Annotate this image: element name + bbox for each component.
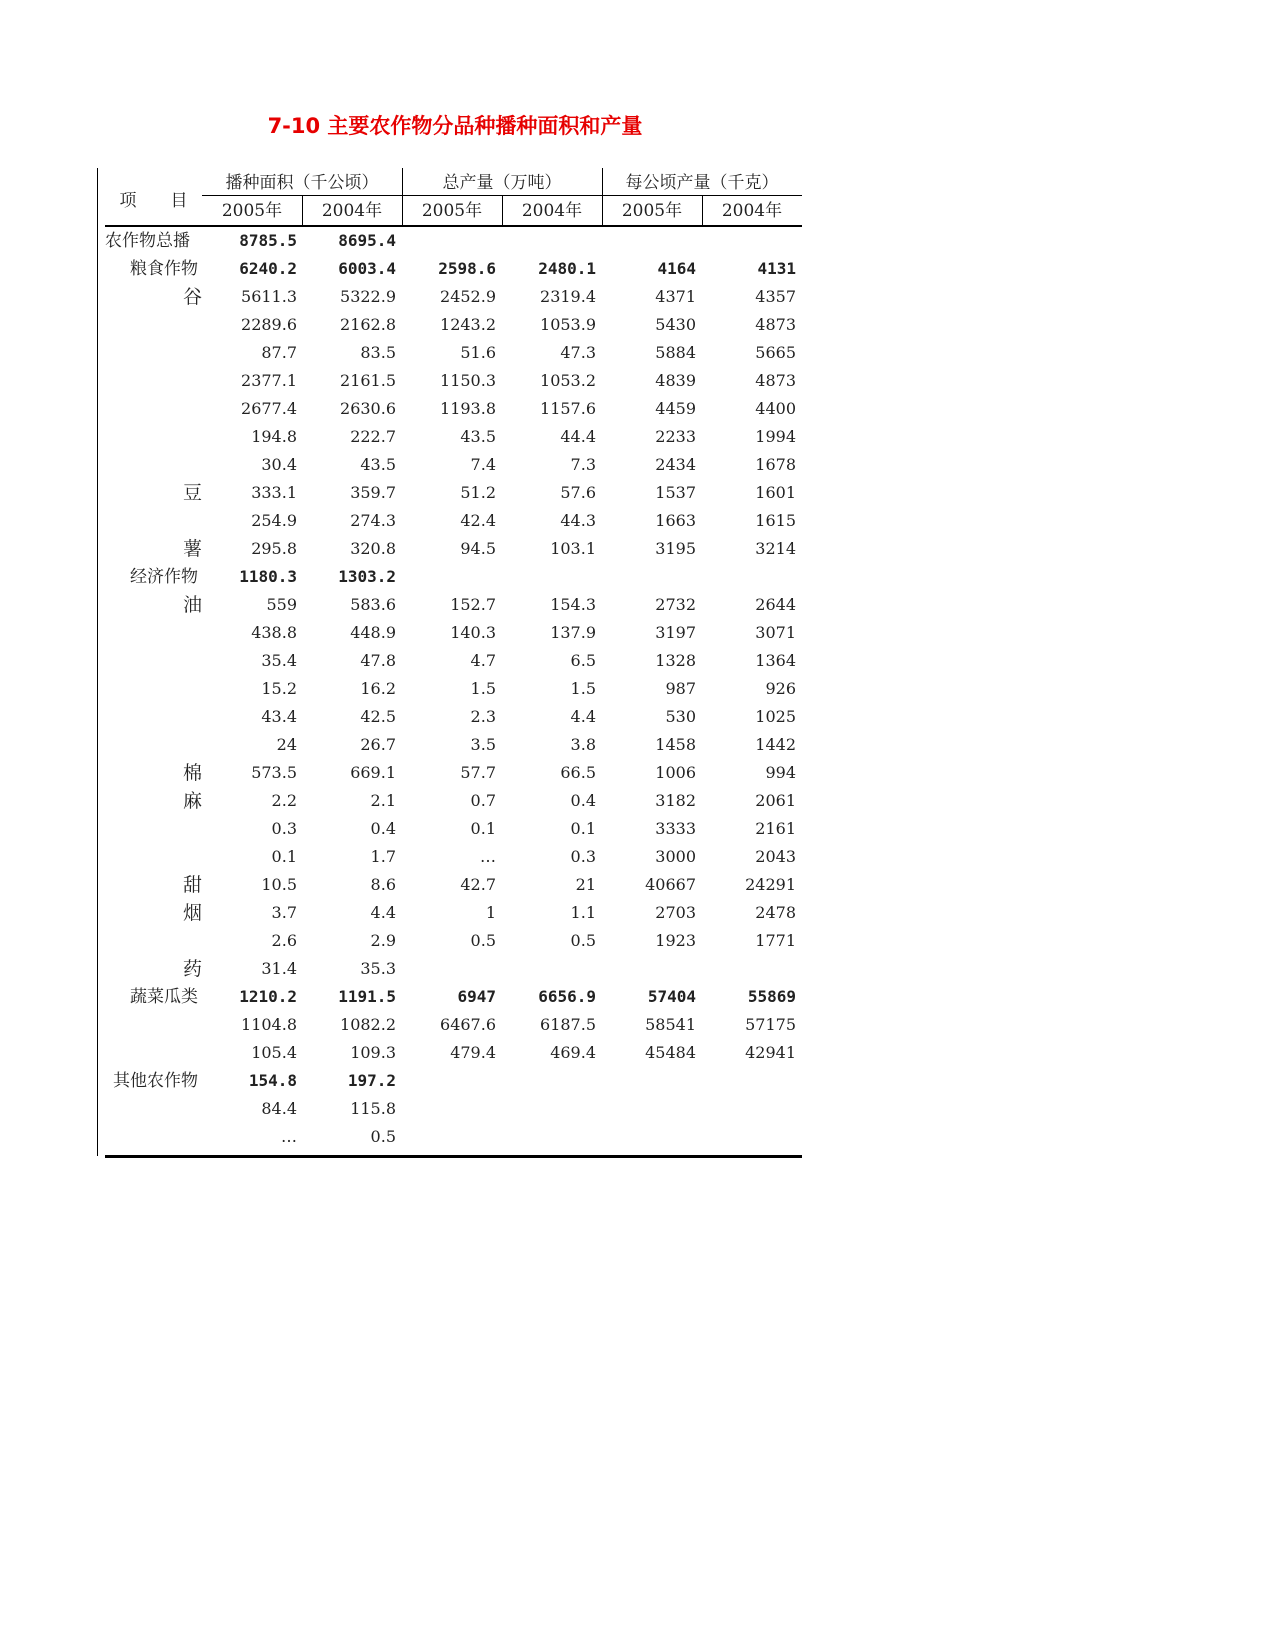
table-cell: 1150.3 [440, 371, 496, 390]
table-cell: 154.8 [248, 1071, 297, 1090]
table-cell: 42941 [745, 1043, 796, 1062]
table-cell: 21 [575, 875, 596, 894]
table-cell: 1053.9 [540, 315, 596, 334]
table-cell: 43.5 [360, 455, 396, 474]
table-cell: 479.4 [450, 1043, 496, 1062]
table-cell: 1.1 [570, 903, 596, 922]
table-cell: 3.7 [271, 903, 297, 922]
table-cell: 6656.9 [538, 987, 596, 1006]
table-body [105, 227, 802, 1151]
table-cell: 2.3 [470, 707, 496, 726]
table-cell: 1 [485, 903, 496, 922]
table-cell: … [480, 847, 496, 866]
table-cell: 4459 [655, 399, 696, 418]
table-cell: 51.6 [460, 343, 496, 362]
table-cell: 105.4 [251, 1043, 297, 1062]
table-row [105, 983, 802, 1011]
table-cell: 1082.2 [340, 1015, 396, 1034]
table-cell: 4839 [655, 371, 696, 390]
table-cell: 3.8 [570, 735, 596, 754]
table-row [105, 675, 802, 703]
table-cell: 8.6 [370, 875, 396, 894]
table-cell: 1537 [655, 483, 696, 502]
table-cell: 194.8 [251, 427, 297, 446]
table-cell: 4.7 [470, 651, 496, 670]
row-label: 农作物总播 [105, 231, 190, 251]
table-cell: 2480.1 [538, 259, 596, 278]
table-cell: 58541 [645, 1015, 696, 1034]
table-cell: 1193.8 [440, 399, 496, 418]
table-cell: 4873 [755, 371, 796, 390]
table-cell: 1104.8 [241, 1015, 297, 1034]
row-label: 烟 [182, 902, 202, 924]
table-cell: 0.5 [570, 931, 596, 950]
table-row [105, 479, 802, 507]
row-label: 粮食作物 [130, 259, 198, 279]
table-cell: 2043 [755, 847, 796, 866]
table-cell: 42.7 [460, 875, 496, 894]
table-cell: 1.5 [470, 679, 496, 698]
table-cell: 2.1 [370, 791, 396, 810]
table-cell: 320.8 [350, 539, 396, 558]
table-cell: 254.9 [251, 511, 297, 530]
table-cell: 994 [765, 763, 796, 782]
table-cell: 24 [276, 735, 297, 754]
table-cell: 44.4 [560, 427, 596, 446]
table-cell: 0.5 [470, 931, 496, 950]
year-header: 2004年 [321, 201, 383, 221]
table-cell: 152.7 [450, 595, 496, 614]
table-cell: 35.4 [261, 651, 297, 670]
table-cell: 137.9 [550, 623, 596, 642]
table-cell: 66.5 [560, 763, 596, 782]
table-cell: 51.2 [460, 483, 496, 502]
table-cell: 1053.2 [540, 371, 596, 390]
table-cell: 4357 [755, 287, 796, 306]
table-cell: 42.5 [360, 707, 396, 726]
table-cell: 6240.2 [239, 259, 297, 278]
table-cell: 87.7 [261, 343, 297, 362]
table-cell: 0.4 [370, 819, 396, 838]
table-bottom-rule [105, 1155, 802, 1158]
table-cell: 84.4 [261, 1099, 297, 1118]
table-cell: 0.1 [470, 819, 496, 838]
table-cell: 1678 [755, 455, 796, 474]
table-row [105, 227, 802, 255]
table-cell: 1180.3 [239, 567, 297, 586]
table-cell: 2478 [755, 903, 796, 922]
table-cell: 2161.5 [340, 371, 396, 390]
table-cell: 1157.6 [540, 399, 596, 418]
table-cell: 0.4 [570, 791, 596, 810]
row-label: 甜 [182, 874, 202, 896]
table-row [105, 535, 802, 563]
table-row [105, 507, 802, 535]
table-row [105, 283, 802, 311]
label-column-divider [97, 168, 98, 1156]
table-cell: 3333 [655, 819, 696, 838]
table-cell: 2161 [755, 819, 796, 838]
table-cell: 2233 [655, 427, 696, 446]
table-cell: 1771 [755, 931, 796, 950]
table-cell: 926 [765, 679, 796, 698]
table-cell: 16.2 [360, 679, 396, 698]
table-row [105, 759, 802, 787]
yield-per-hectare-header: 每公顷产量（千克） [625, 173, 779, 193]
table-row [105, 367, 802, 395]
table-cell: 1364 [755, 651, 796, 670]
table-cell: 4131 [757, 259, 796, 278]
table-cell: 333.1 [251, 483, 297, 502]
table-cell: 3182 [655, 791, 696, 810]
table-cell: 115.8 [350, 1099, 396, 1118]
table-cell: 1191.5 [338, 987, 396, 1006]
table-cell: 3000 [655, 847, 696, 866]
table-row [105, 871, 802, 899]
table-cell: … [281, 1127, 297, 1146]
table-cell: 5322.9 [340, 287, 396, 306]
table-cell: 8695.4 [338, 231, 396, 250]
table-row [105, 955, 802, 983]
table-row [105, 1011, 802, 1039]
table-row [105, 1067, 802, 1095]
table-header [105, 168, 802, 227]
table-cell: 45484 [645, 1043, 696, 1062]
table-row [105, 899, 802, 927]
table-row [105, 255, 802, 283]
table-cell: 0.1 [271, 847, 297, 866]
table-row [105, 563, 802, 591]
table-cell: 4371 [655, 287, 696, 306]
table-cell: 43.4 [261, 707, 297, 726]
table-row [105, 311, 802, 339]
table-row [105, 927, 802, 955]
table-cell: 1210.2 [239, 987, 297, 1006]
table-cell: 26.7 [360, 735, 396, 754]
table-cell: 8785.5 [239, 231, 297, 250]
table-cell: 10.5 [261, 875, 297, 894]
page-title: 7-10 主要农作物分品种播种面积和产量 [267, 114, 643, 138]
table-cell: 2162.8 [340, 315, 396, 334]
table-cell: 57.7 [460, 763, 496, 782]
table-cell: 83.5 [360, 343, 396, 362]
data-table [105, 168, 802, 1151]
table-cell: 2598.6 [438, 259, 496, 278]
table-cell: 1601 [755, 483, 796, 502]
table-cell: 559 [266, 595, 297, 614]
table-cell: 3214 [755, 539, 796, 558]
year-header: 2005年 [221, 201, 283, 221]
table-cell: 40667 [645, 875, 696, 894]
row-label: 棉 [182, 762, 202, 784]
table-cell: 1025 [755, 707, 796, 726]
table-cell: 7.3 [570, 455, 596, 474]
table-cell: 1994 [755, 427, 796, 446]
table-cell: 2289.6 [241, 315, 297, 334]
table-cell: 6947 [457, 987, 496, 1006]
table-cell: 6187.5 [540, 1015, 596, 1034]
table-cell: 1923 [655, 931, 696, 950]
table-row [105, 395, 802, 423]
table-cell: 44.3 [560, 511, 596, 530]
table-cell: 109.3 [350, 1043, 396, 1062]
row-label: 其他农作物 [113, 1071, 198, 1091]
table-cell: 57.6 [560, 483, 596, 502]
table-cell: 1328 [655, 651, 696, 670]
table-cell: 2.9 [370, 931, 396, 950]
row-label: 蔬菜瓜类 [130, 987, 198, 1007]
table-cell: 4164 [657, 259, 696, 278]
table-cell: 5430 [655, 315, 696, 334]
table-row [105, 647, 802, 675]
table-row [105, 619, 802, 647]
table-cell: 573.5 [251, 763, 297, 782]
table-row [105, 731, 802, 759]
table-cell: 1006 [655, 763, 696, 782]
table-cell: 57404 [647, 987, 696, 1006]
table-cell: 2732 [655, 595, 696, 614]
table-cell: 103.1 [550, 539, 596, 558]
table-cell: 30.4 [261, 455, 297, 474]
table-row [105, 591, 802, 619]
table-cell: 583.6 [350, 595, 396, 614]
table-cell: 0.1 [570, 819, 596, 838]
table-row [105, 815, 802, 843]
table-cell: 469.4 [550, 1043, 596, 1062]
table-cell: 4.4 [570, 707, 596, 726]
row-label: 薯 [182, 538, 202, 560]
table-cell: 47.8 [360, 651, 396, 670]
table-row [105, 703, 802, 731]
table-cell: 55869 [747, 987, 796, 1006]
table-cell: 2703 [655, 903, 696, 922]
table-cell: 2677.4 [241, 399, 297, 418]
table-cell: 2630.6 [340, 399, 396, 418]
table-cell: 140.3 [450, 623, 496, 642]
table-cell: 94.5 [460, 539, 496, 558]
table-cell: 154.3 [550, 595, 596, 614]
table-cell: 42.4 [460, 511, 496, 530]
table-cell: 987 [665, 679, 696, 698]
table-cell: 1303.2 [338, 567, 396, 586]
item-column-header: 项 目 [119, 191, 188, 211]
table-cell: 7.4 [470, 455, 496, 474]
table-cell: 4873 [755, 315, 796, 334]
table-cell: 197.2 [347, 1071, 396, 1090]
table-cell: 31.4 [261, 959, 297, 978]
table-cell: 57175 [745, 1015, 796, 1034]
table-cell: 0.5 [370, 1127, 396, 1146]
table-cell: 448.9 [350, 623, 396, 642]
table-cell: 3195 [655, 539, 696, 558]
table-cell: 2434 [655, 455, 696, 474]
sown-area-header: 播种面积（千公顷） [225, 173, 379, 193]
table-row [105, 1095, 802, 1123]
table-cell: 295.8 [251, 539, 297, 558]
table-cell: 1442 [755, 735, 796, 754]
row-label: 经济作物 [130, 567, 198, 587]
row-label: 油 [182, 594, 202, 616]
table-row [105, 843, 802, 871]
table-cell: 5665 [755, 343, 796, 362]
table-cell: 0.7 [470, 791, 496, 810]
table-cell: 1.7 [370, 847, 396, 866]
table-cell: 1.5 [570, 679, 596, 698]
total-output-header: 总产量（万吨） [442, 173, 562, 193]
table-cell: 6003.4 [338, 259, 396, 278]
table-cell: 274.3 [350, 511, 396, 530]
table-cell: 35.3 [360, 959, 396, 978]
table-cell: 0.3 [271, 819, 297, 838]
table-cell: 1615 [755, 511, 796, 530]
table-cell: 2644 [755, 595, 796, 614]
table-cell: 5611.3 [241, 287, 297, 306]
row-label: 药 [182, 958, 202, 980]
row-label: 麻 [182, 790, 202, 812]
year-header: 2005年 [421, 201, 483, 221]
table-cell: 1243.2 [440, 315, 496, 334]
table-row [105, 339, 802, 367]
year-header: 2005年 [621, 201, 683, 221]
table-cell: 4.4 [370, 903, 396, 922]
table-cell: 2.2 [271, 791, 297, 810]
table-cell: 222.7 [350, 427, 396, 446]
table-cell: 43.5 [460, 427, 496, 446]
table-cell: 2061 [755, 791, 796, 810]
table-cell: 2377.1 [241, 371, 297, 390]
table-cell: 24291 [745, 875, 796, 894]
table-cell: 3197 [655, 623, 696, 642]
table-cell: 6.5 [570, 651, 596, 670]
table-cell: 2319.4 [540, 287, 596, 306]
table-cell: 2452.9 [440, 287, 496, 306]
table-cell: 15.2 [261, 679, 297, 698]
table-row [105, 1123, 802, 1151]
table-cell: 359.7 [350, 483, 396, 502]
table-cell: 530 [665, 707, 696, 726]
table-cell: 0.3 [570, 847, 596, 866]
table-cell: 669.1 [350, 763, 396, 782]
table-cell: 3.5 [470, 735, 496, 754]
table-cell: 4400 [755, 399, 796, 418]
table-row [105, 451, 802, 479]
table-row [105, 1039, 802, 1067]
table-cell: 3071 [755, 623, 796, 642]
table-row [105, 787, 802, 815]
table-cell: 47.3 [560, 343, 596, 362]
table-cell: 438.8 [251, 623, 297, 642]
year-header: 2004年 [721, 201, 783, 221]
row-label: 谷 [182, 286, 202, 308]
table-cell: 6467.6 [440, 1015, 496, 1034]
table-row [105, 423, 802, 451]
table-cell: 1458 [655, 735, 696, 754]
table-cell: 5884 [655, 343, 696, 362]
year-header: 2004年 [521, 201, 583, 221]
table-cell: 2.6 [271, 931, 297, 950]
table-cell: 1663 [655, 511, 696, 530]
row-label: 豆 [182, 482, 202, 504]
